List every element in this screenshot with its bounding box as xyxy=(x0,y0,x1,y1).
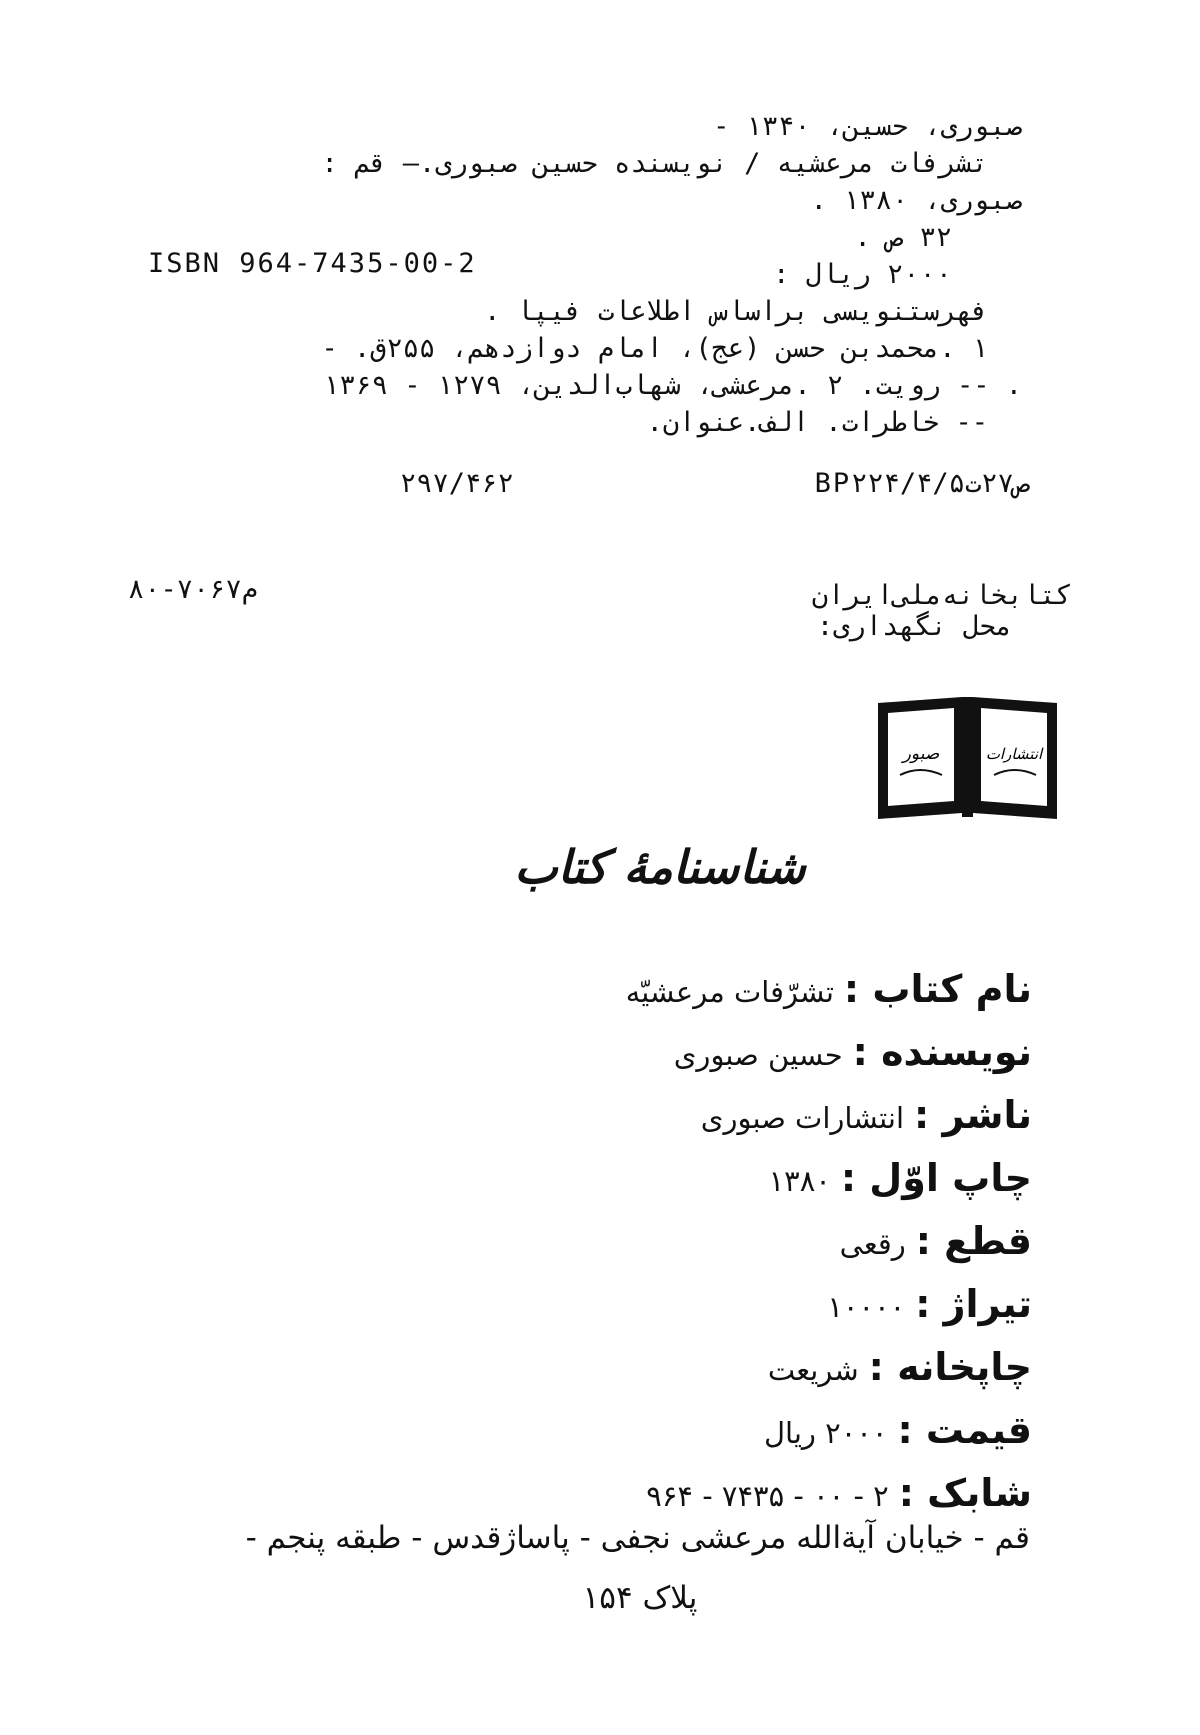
logo-text-saboori: صبور xyxy=(902,744,940,764)
cip-price: ۲۰۰۰ ریال : xyxy=(773,259,952,290)
detail-printing-house xyxy=(626,1336,1032,1399)
detail-author xyxy=(626,1021,1032,1084)
detail-label: شابک : xyxy=(898,1471,1032,1515)
lc-number: BP۲۲۴/۴/ص۲۷ت۵ xyxy=(814,468,1030,499)
book-details xyxy=(626,958,1032,1525)
cip-pages: ۳۲ ص . xyxy=(854,222,952,253)
cip-title: تشرفات مرعشیه / نویسنده حسین صبوری.— قم : xyxy=(321,148,988,179)
detail-label: تیراژ : xyxy=(915,1282,1032,1326)
detail-value: ۲۰۰۰ ریال xyxy=(763,1416,888,1450)
detail-publisher xyxy=(626,1084,1032,1147)
detail-value: تشرّفات مرعشیّه xyxy=(625,975,834,1009)
address-plaque xyxy=(0,1580,1200,1616)
detail-value: شریعت xyxy=(767,1353,859,1387)
library-number: ۸۰-۷۰۶۷م xyxy=(128,574,259,605)
cip-publisher: صبوری، ۱۳۸۰ . xyxy=(810,185,1022,216)
plaque-text: پلاک ۱۵۴ xyxy=(582,1580,698,1616)
detail-value: رقعی xyxy=(839,1227,906,1261)
detail-value: انتشارات صبوری xyxy=(700,1101,905,1135)
logo-text-entesharat: انتشارات xyxy=(985,745,1043,763)
cip-author: صبوری، حسین، ۱۳۴۰ - xyxy=(713,111,1022,142)
cip-subject-3: -- خاطرات. الف.عنوان. xyxy=(646,407,988,438)
detail-label: ناشر : xyxy=(914,1093,1032,1137)
page-title xyxy=(0,840,1200,894)
detail-circulation xyxy=(626,1273,1032,1336)
detail-label: قطع : xyxy=(915,1219,1032,1263)
detail-label: قیمت : xyxy=(897,1408,1032,1452)
cip-fipa-note: فهرستنویسی براساس اطلاعات فیپا . xyxy=(484,296,988,327)
publisher-logo xyxy=(870,695,1065,825)
detail-label: نام کتاب : xyxy=(843,967,1032,1011)
detail-value: حسین صبوری xyxy=(673,1038,843,1072)
cip-subject-1: ۱ .محمدبن حسن (عج)، امام دوازدهم، ۲۵۵ق. - xyxy=(321,333,988,364)
detail-value: ۱۰۰۰۰ xyxy=(827,1290,906,1324)
detail-format xyxy=(626,1210,1032,1273)
dewey-number: ۲۹۷/۴۶۲ xyxy=(400,468,514,499)
library-name: کتابخانه‌ملی‌ایران xyxy=(811,580,1072,611)
detail-label: چاپخانه : xyxy=(868,1345,1032,1389)
national-library xyxy=(812,580,1072,642)
cip-subject-2: . -- رویت. ۲ .مرعشی، شهاب‌الدین، ۱۲۷۹ - ۱۳۶۹ xyxy=(322,370,1022,401)
library-location-label: محل نگهداری: xyxy=(816,611,1012,642)
detail-label: چاپ اوّل : xyxy=(840,1156,1032,1200)
cip-isbn: ISBN 964-7435-00-2 xyxy=(148,248,477,279)
publisher-address: قم - خیابان آیة‌الله مرعشی نجفی - پاساژقدس - طبقه پنجم - xyxy=(245,1520,1030,1556)
detail-book-name xyxy=(626,958,1032,1021)
open-book-icon xyxy=(870,695,1065,825)
title-text: شناسنامهٔ کتاب xyxy=(514,840,806,894)
detail-value: ۱۳۸۰ xyxy=(768,1164,831,1198)
detail-value: ۲ - ۰۰ - ۷۴۳۵ - ۹۶۴ xyxy=(646,1479,889,1513)
detail-price xyxy=(626,1399,1032,1462)
detail-isbn xyxy=(626,1462,1032,1525)
detail-first-print xyxy=(626,1147,1032,1210)
detail-label: نویسنده : xyxy=(852,1030,1032,1074)
